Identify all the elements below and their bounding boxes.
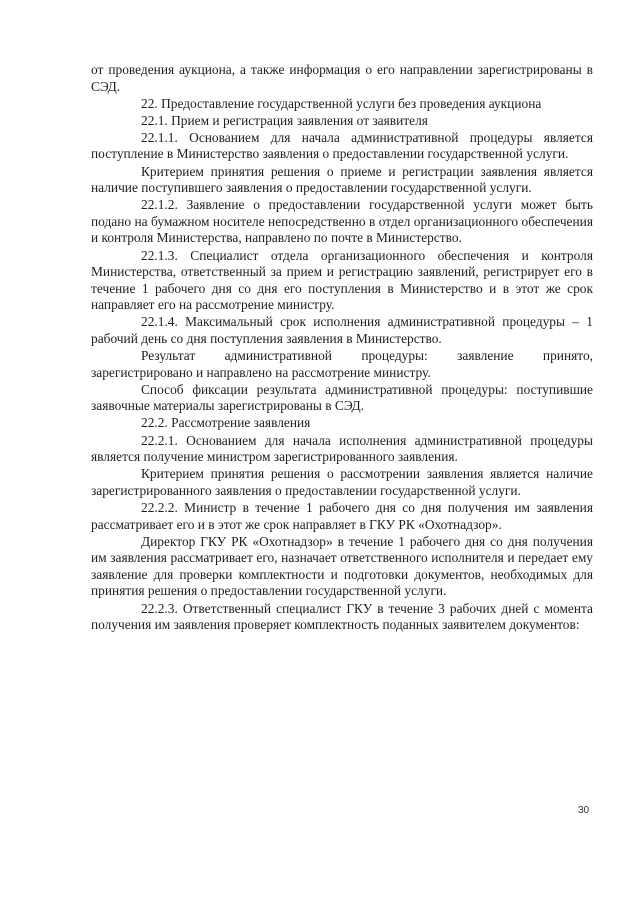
paragraph: Результат административной процедуры: заявление принято, зарегистрировано и направлено на рассмотрение министру. [91, 348, 593, 380]
paragraph: 22.1.4. Максимальный срок исполнения административной процедуры – 1 рабочий день со дня поступления заявления в Министерство. [91, 314, 593, 346]
page-number: 30 [578, 805, 590, 816]
paragraph: Директор ГКУ РК «Охотнадзор» в течение 1 рабочего дня со дня получения им заявления рассматривает его, назначает ответственного исполнителя и передает ему заявление для проверки комплектности и подготовки документов, необходимых для принятия решения о предоставлении государственной услуги. [91, 533, 593, 599]
paragraph: Критерием принятия решения о рассмотрении заявления является наличие зарегистрированного заявления о предоставлении государственной услуги. [91, 466, 593, 498]
paragraph: Способ фиксации результата административной процедуры: поступившие заявочные материалы зарегистрированы в СЭД. [91, 381, 593, 414]
paragraph: Критерием принятия решения о приеме и регистрации заявления является наличие поступившего заявления о предоставлении государственной услуги. [91, 163, 593, 196]
paragraph: 22.2.2. Министр в течение 1 рабочего дня со дня получения им заявления рассматривает его и в этот же срок направляет в ГКУ РК «Охотнадзор». [91, 499, 593, 532]
section-heading: 22. Предоставление государственной услуги без проведения аукциона [141, 95, 542, 111]
subsection-heading: 22.2. Рассмотрение заявления [141, 415, 311, 431]
paragraph: 22.1.2. Заявление о предоставлении государственной услуги может быть подано на бумажном носителе непосредственно в отдел организационного обеспечения и контроля Министерства, направлено по почте в Министерство. [91, 197, 593, 246]
document-body [91, 62, 593, 634]
subsection-heading: 22.1. Прием и регистрация заявления от заявителя [141, 112, 428, 128]
paragraph: 22.1.1. Основанием для начала административной процедуры является поступление в Министерство заявления о предоставлении государственной услуги. [91, 129, 593, 162]
paragraph: от проведения аукциона, а также информация о его направлении зарегистрированы в СЭД. [91, 62, 593, 94]
paragraph: 22.2.1. Основанием для начала исполнения административной процедуры является получение министром зарегистрированного заявления. [91, 432, 593, 465]
paragraph: 22.2.3. Ответственный специалист ГКУ в течение 3 рабочих дней с момента получения им заявления проверяет комплектность поданных заявителем документов: [91, 600, 593, 633]
paragraph: 22.1.3. Специалист отдела организационного обеспечения и контроля Министерства, ответственный за прием и регистрацию заявлений, регистрирует его в течение 1 рабочего дня со дня его поступления в Министерство и в этот же срок направляет его на рассмотрение министру. [91, 247, 593, 313]
